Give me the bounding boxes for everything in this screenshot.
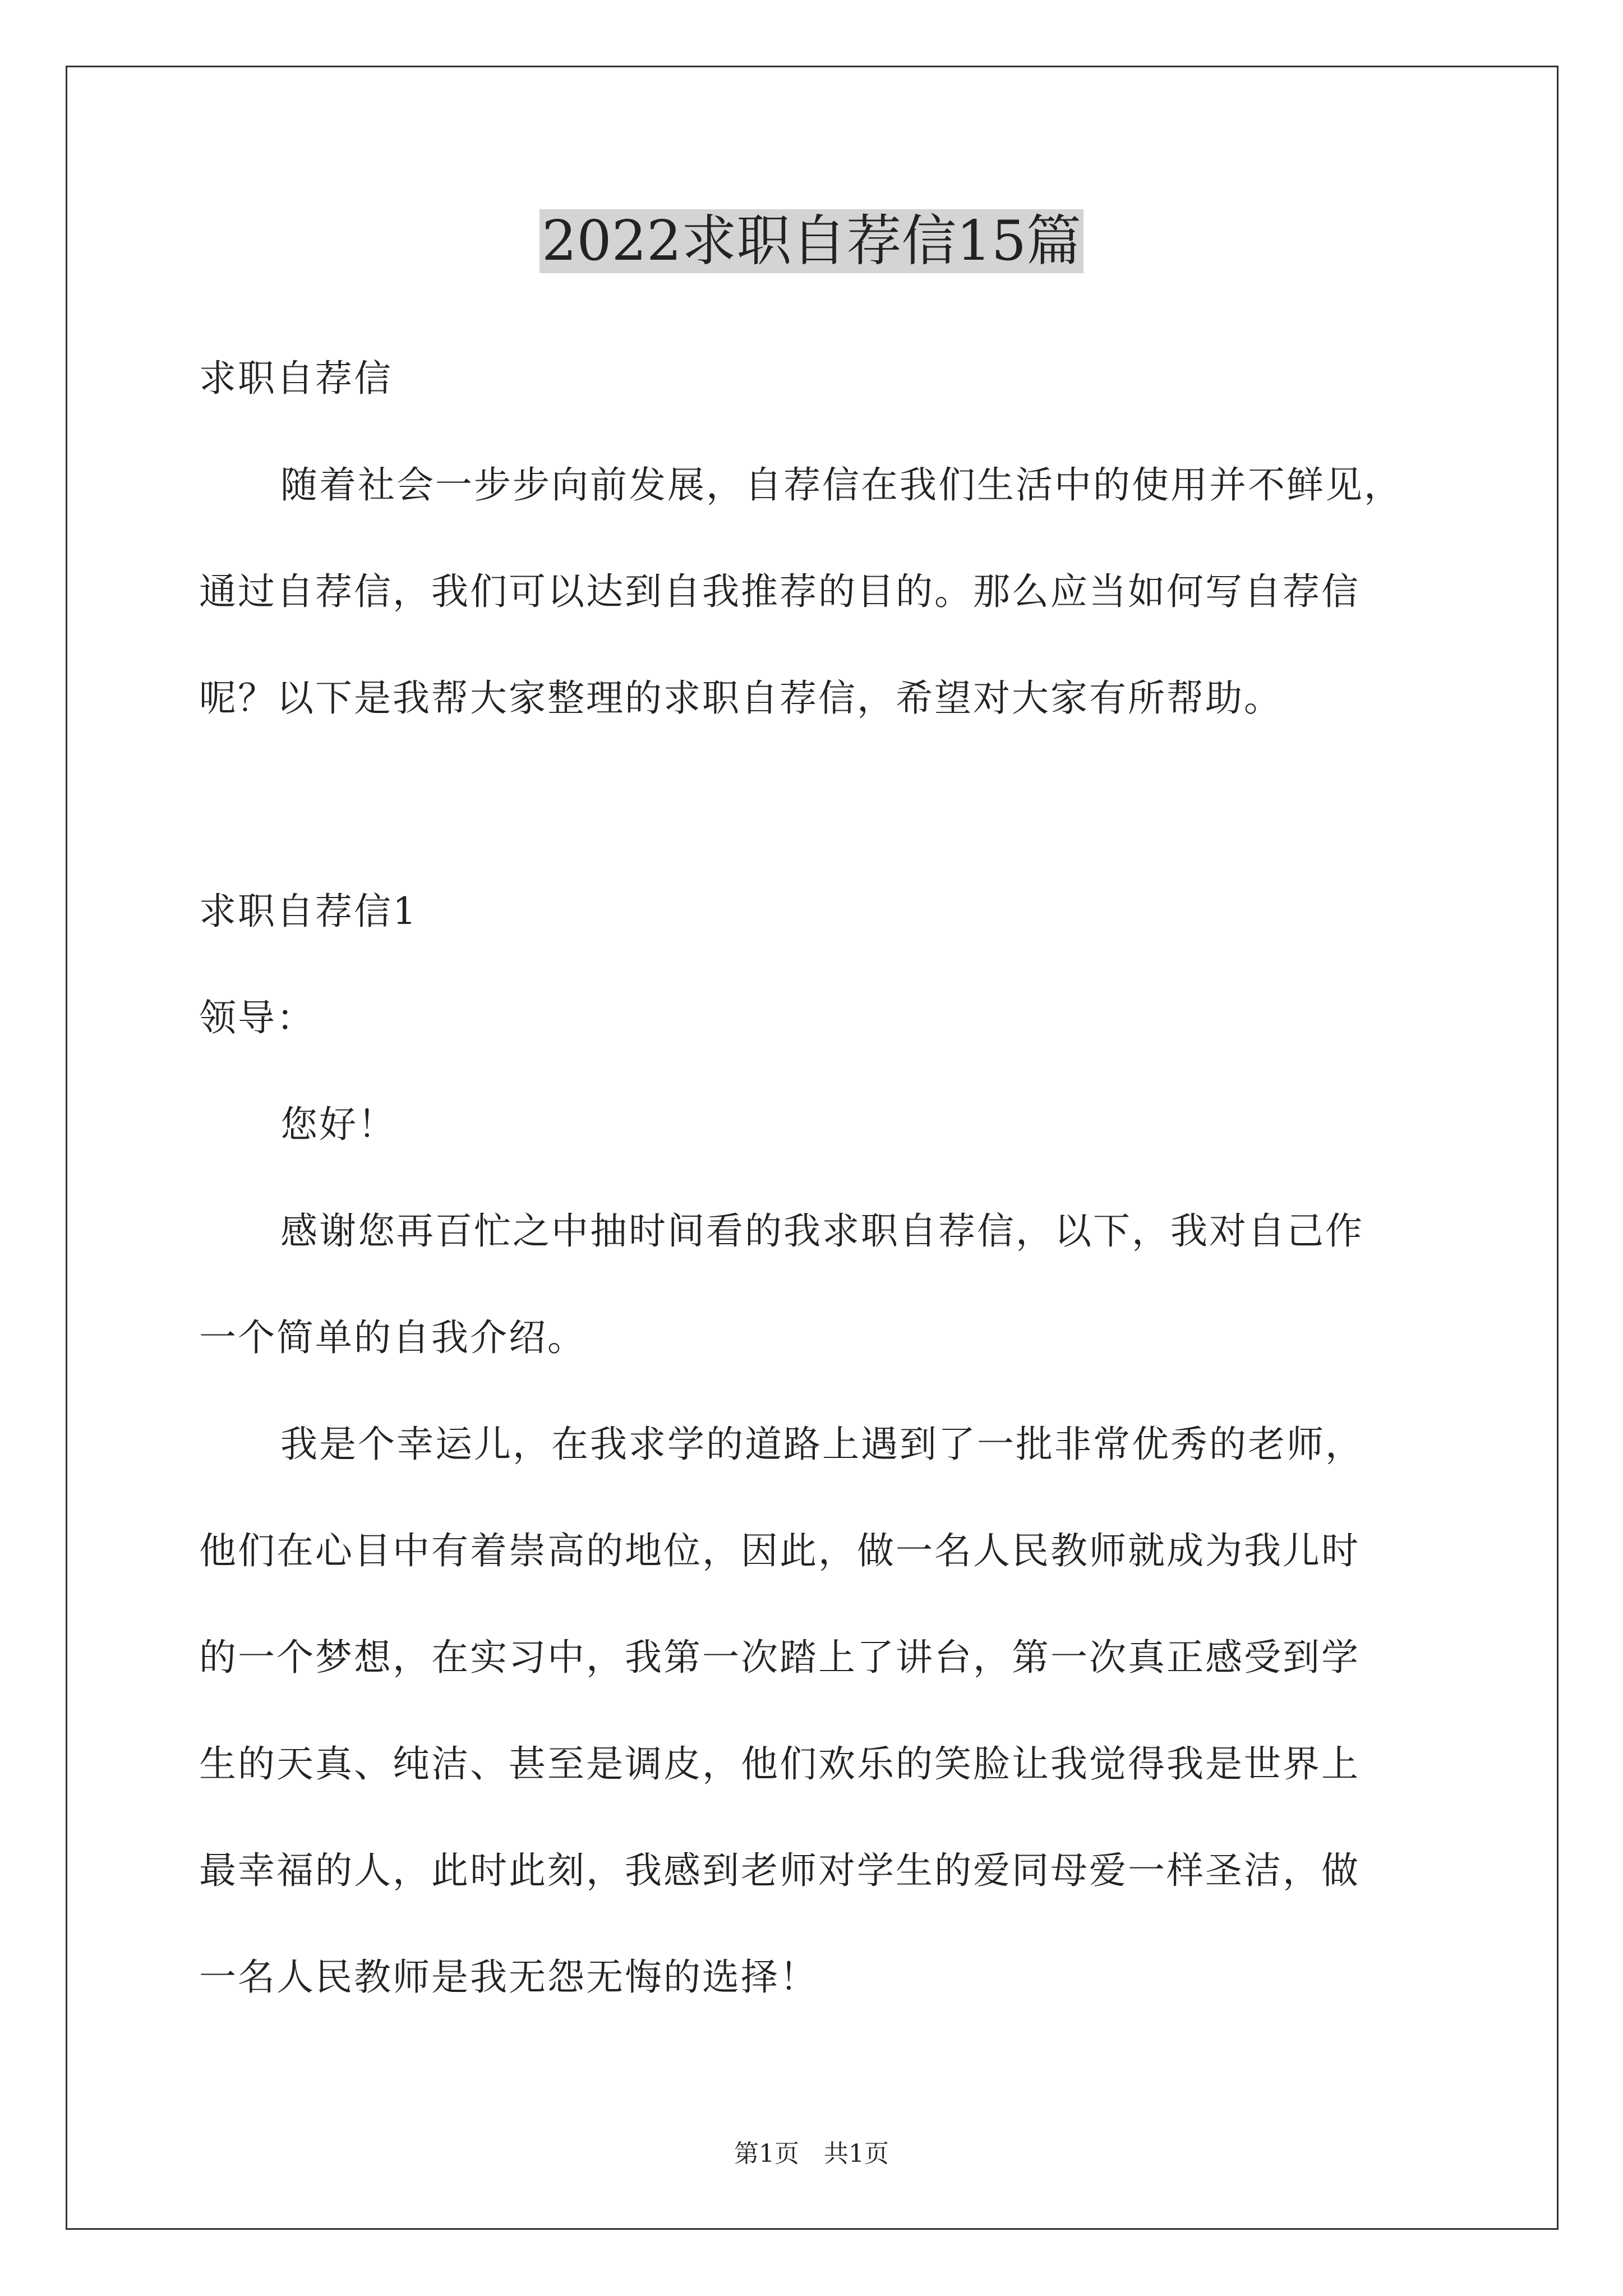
body-paragraph-line: 感谢您再百忙之中抽时间看的我求职自荐信，以下，我对自己作 xyxy=(280,1209,1364,1253)
intro-paragraph-line: 通过自荐信，我们可以达到自我推荐的目的。那么应当如何写自荐信 xyxy=(199,570,1360,613)
body-paragraph-line: 他们在心目中有着崇高的地位，因此，做一名人民教师就成为我儿时 xyxy=(199,1529,1360,1572)
body-paragraph-line: 一名人民教师是我无怨无悔的选择！ xyxy=(199,1955,818,1999)
body-paragraph-line: 我是个幸运儿，在我求学的道路上遇到了一批非常优秀的老师， xyxy=(280,1423,1364,1466)
body-paragraph-line: 生的天真、纯洁、甚至是调皮，他们欢乐的笑脸让我觉得我是世界上 xyxy=(199,1742,1360,1786)
intro-paragraph-line: 呢？以下是我帮大家整理的求职自荐信，希望对大家有所帮助。 xyxy=(199,677,1283,720)
body-paragraph-line: 一个简单的自我介绍。 xyxy=(199,1316,586,1359)
document-title-text: 2022求职自荐信15篇 xyxy=(540,209,1083,273)
salutation: 领导： xyxy=(199,996,315,1039)
greeting: 您好！ xyxy=(280,1103,396,1146)
letter-heading: 求职自荐信1 xyxy=(199,890,418,933)
section-heading: 求职自荐信 xyxy=(199,357,393,400)
page-number-footer: 第1页 共1页 xyxy=(734,2139,889,2168)
body-paragraph-line: 的一个梦想，在实习中，我第一次踏上了讲台，第一次真正感受到学 xyxy=(199,1636,1360,1679)
body-paragraph-line: 最幸福的人，此时此刻，我感到老师对学生的爱同母爱一样圣洁，做 xyxy=(199,1849,1360,1892)
document-title xyxy=(0,202,1623,280)
intro-paragraph-line: 随着社会一步步向前发展，自荐信在我们生活中的使用并不鲜见， xyxy=(280,463,1403,507)
